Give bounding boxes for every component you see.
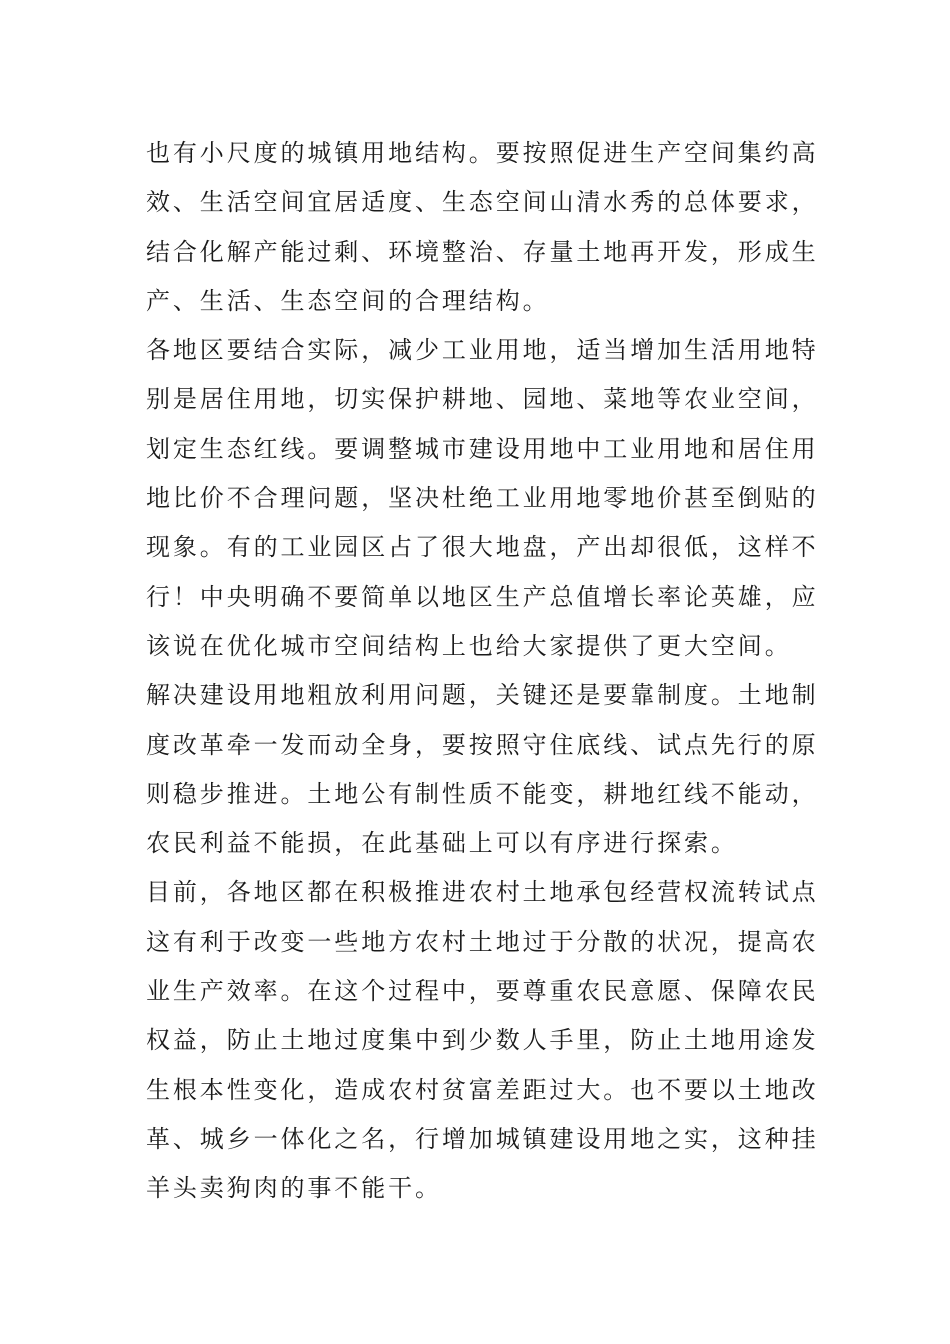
- text-line: 地比价不合理问题，坚决杜绝工业用地零地价甚至倒贴的: [146, 484, 819, 513]
- text-line: 效、生活空间宜居适度、生态空间山清水秀的总体要求，: [146, 188, 819, 217]
- text-line: 产、生活、生态空间的合理结构。: [146, 286, 550, 315]
- text-line: 该说在优化城市空间结构上也给大家提供了更大空间。: [146, 631, 792, 660]
- text-line: 各地区要结合实际，减少工业用地，适当增加生活用地特: [146, 336, 819, 365]
- paragraph-1: [146, 129, 819, 326]
- text-line: 解决建设用地粗放利用问题，关键还是要靠制度。土地制: [146, 681, 819, 710]
- text-line: 也有小尺度的城镇用地结构。要按照促进生产空间集约高: [146, 139, 819, 167]
- text-line: 生根本性变化，造成农村贫富差距过大。也不要以土地改: [146, 1075, 819, 1104]
- text-line: 业生产效率。在这个过程中，要尊重农民意愿、保障农民: [146, 977, 819, 1006]
- text-line: 农民利益不能损，在此基础上可以有序进行探索。: [146, 829, 738, 858]
- text-line: 这有利于改变一些地方农村土地过于分散的状况，提高农: [146, 927, 819, 956]
- text-line: 别是居住用地，切实保护耕地、园地、菜地等农业空间，: [146, 385, 819, 414]
- text-line: 现象。有的工业园区占了很大地盘，产出却很低，这样不: [146, 533, 819, 562]
- text-line: 革、城乡一体化之名，行增加城镇建设用地之实，这种挂: [146, 1124, 819, 1153]
- text-line: 羊头卖狗肉的事不能干。: [146, 1174, 442, 1203]
- document-body: [146, 129, 819, 1214]
- text-line: 则稳步推进。土地公有制性质不能变，耕地红线不能动，: [146, 779, 819, 808]
- text-line: 划定生态红线。要调整城市建设用地中工业用地和居住用: [146, 434, 819, 463]
- paragraph-2: [146, 326, 819, 671]
- text-line: 结合化解产能过剩、环境整治、存量土地再开发，形成生: [146, 237, 819, 266]
- paragraph-3: [146, 671, 819, 868]
- text-line: 目前，各地区都在积极推进农村土地承包经营权流转试点: [146, 878, 819, 907]
- text-line: 行！中央明确不要简单以地区生产总值增长率论英雄，应: [146, 582, 819, 611]
- paragraph-4: [146, 868, 819, 1213]
- text-line: 权益，防止土地过度集中到少数人手里，防止土地用途发: [146, 1026, 819, 1055]
- text-line: 度改革牵一发而动全身，要按照守住底线、试点先行的原: [146, 730, 819, 759]
